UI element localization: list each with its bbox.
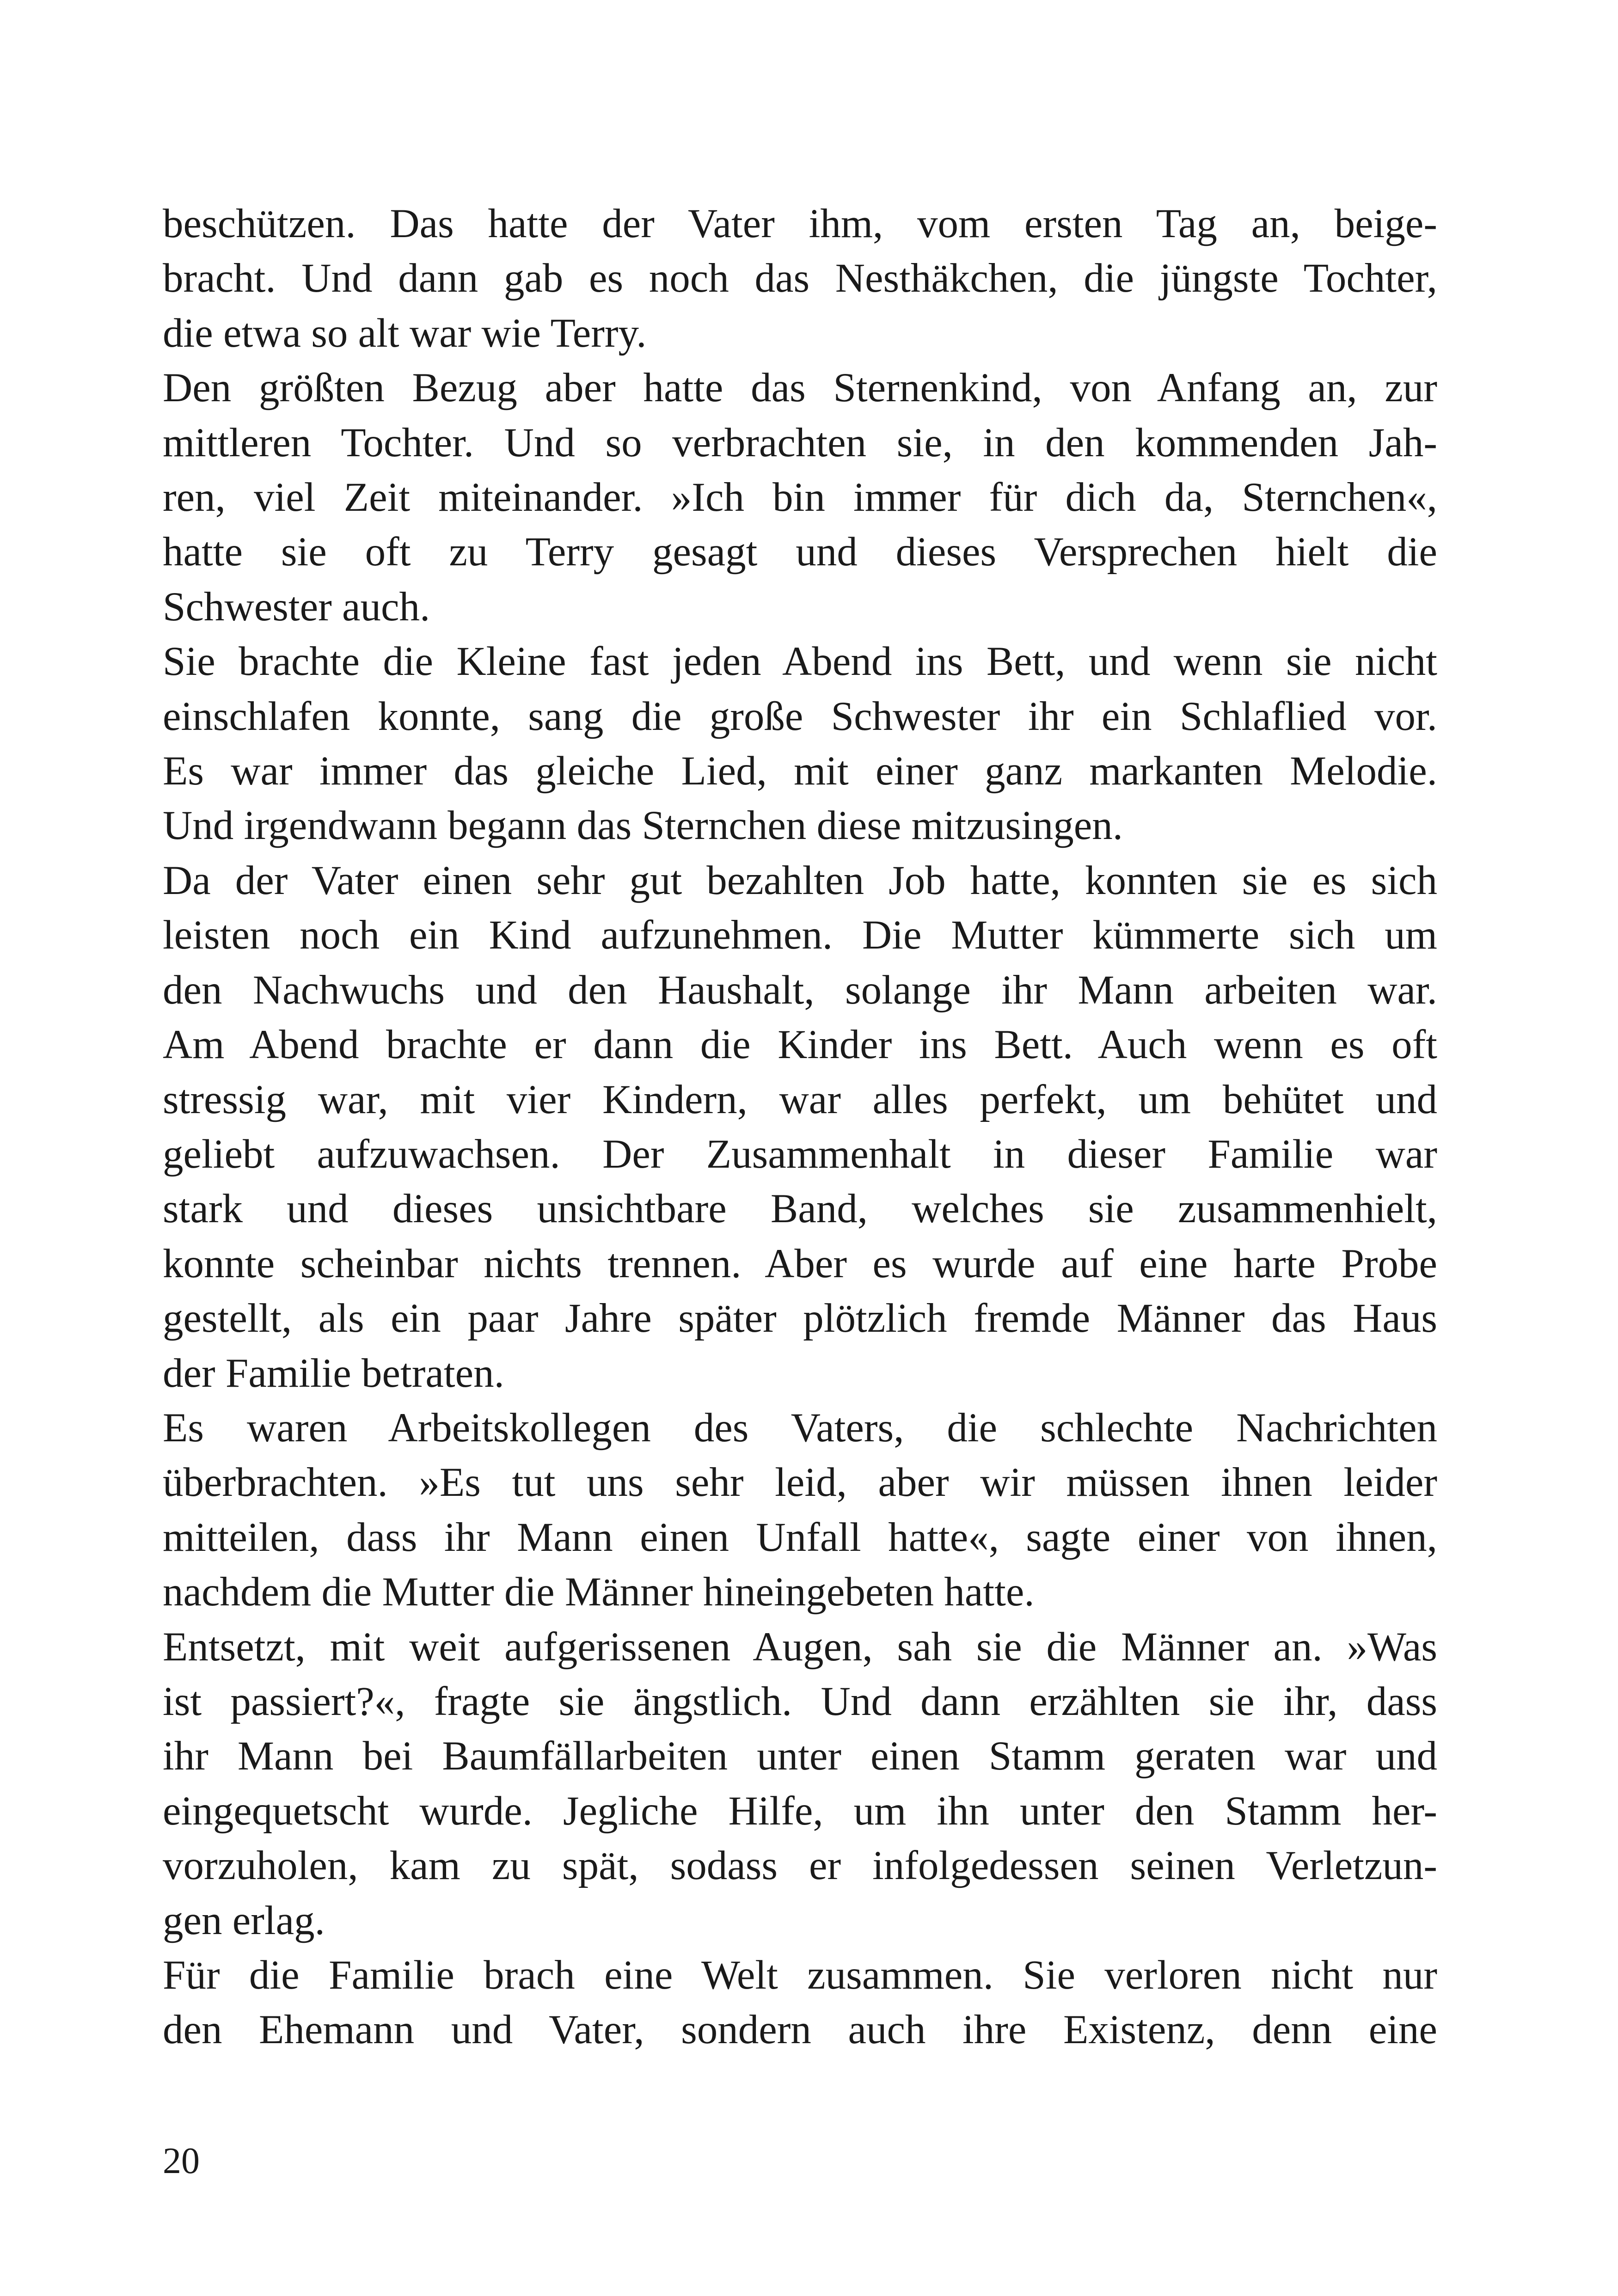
text-line: leisten noch ein Kind aufzunehmen. Die Mutter kümmerte sich um xyxy=(163,912,1437,958)
text-line: Und irgendwann begann das Sternchen diese mitzusingen. xyxy=(163,803,1123,849)
text-line: gestellt, als ein paar Jahre später plötzlich fremde Männer das Haus xyxy=(163,1296,1437,1341)
text-line: mittleren Tochter. Und so verbrachten sie, in den kommenden Jah- xyxy=(163,420,1437,465)
text-line: Sie brachte die Kleine fast jeden Abend ins Bett, und wenn sie nicht xyxy=(163,639,1437,685)
text-line: geliebt aufzuwachsen. Der Zusammenhalt in dieser Familie war xyxy=(163,1131,1437,1177)
text-line: mitteilen, dass ihr Mann einen Unfall hatte«, sagte einer von ihnen, xyxy=(163,1514,1437,1560)
text-line: Für die Familie brach eine Welt zusammen. Sie verloren nicht nur xyxy=(163,1953,1437,1998)
page-number: 20 xyxy=(163,2141,200,2181)
text-line: stark und dieses unsichtbare Band, welches sie zusammenhielt, xyxy=(163,1186,1437,1232)
text-line: der Familie betraten. xyxy=(163,1350,504,1396)
text-line: konnte scheinbar nichts trennen. Aber es wurde auf eine harte Probe xyxy=(163,1241,1437,1286)
text-line: den Ehemann und Vater, sondern auch ihre Existenz, denn eine xyxy=(163,2007,1437,2053)
text-line: beschützen. Das hatte der Vater ihm, vom ersten Tag an, beige- xyxy=(163,201,1437,246)
text-line: eingequetscht wurde. Jegliche Hilfe, um ihn unter den Stamm her- xyxy=(163,1788,1437,1834)
text-line: vorzuholen, kam zu spät, sodass er infolgedessen seinen Verletzun- xyxy=(163,1843,1437,1889)
text-line: den Nachwuchs und den Haushalt, solange ihr Mann arbeiten war. xyxy=(163,967,1437,1013)
text-line: Da der Vater einen sehr gut bezahlten Job hatte, konnten sie es sich xyxy=(163,857,1437,903)
text-line: die etwa so alt war wie Terry. xyxy=(163,310,647,356)
body-text xyxy=(163,196,1437,2057)
text-line: bracht. Und dann gab es noch das Nesthäkchen, die jüngste Tochter, xyxy=(163,256,1437,301)
text-line: überbrachten. »Es tut uns sehr leid, aber wir müssen ihnen leider xyxy=(163,1460,1437,1506)
text-line: nachdem die Mutter die Männer hineingebeten hatte. xyxy=(163,1569,1035,1615)
text-line: ist passiert?«, fragte sie ängstlich. Und dann erzählten sie ihr, dass xyxy=(163,1678,1437,1724)
text-line: Es war immer das gleiche Lied, mit einer ganz markanten Melodie. xyxy=(163,748,1437,794)
text-line: Am Abend brachte er dann die Kinder ins Bett. Auch wenn es oft xyxy=(163,1022,1437,1068)
text-line: stressig war, mit vier Kindern, war alles perfekt, um behütet und xyxy=(163,1077,1437,1122)
text-line: hatte sie oft zu Terry gesagt und dieses Versprechen hielt die xyxy=(163,529,1437,575)
text-line: Den größten Bezug aber hatte das Sternenkind, von Anfang an, zur xyxy=(163,365,1437,411)
text-line: gen erlag. xyxy=(163,1898,325,1943)
text-line: Es waren Arbeitskollegen des Vaters, die schlechte Nachrichten xyxy=(163,1405,1437,1451)
text-line: einschlafen konnte, sang die große Schwester ihr ein Schlaflied vor. xyxy=(163,693,1437,739)
text-line: Schwester auch. xyxy=(163,584,430,630)
text-line: ihr Mann bei Baumfällarbeiten unter einen Stamm geraten war und xyxy=(163,1733,1437,1779)
text-line: Entsetzt, mit weit aufgerissenen Augen, sah sie die Männer an. »Was xyxy=(163,1624,1437,1670)
text-line: ren, viel Zeit miteinander. »Ich bin immer für dich da, Sternchen«, xyxy=(163,475,1437,520)
